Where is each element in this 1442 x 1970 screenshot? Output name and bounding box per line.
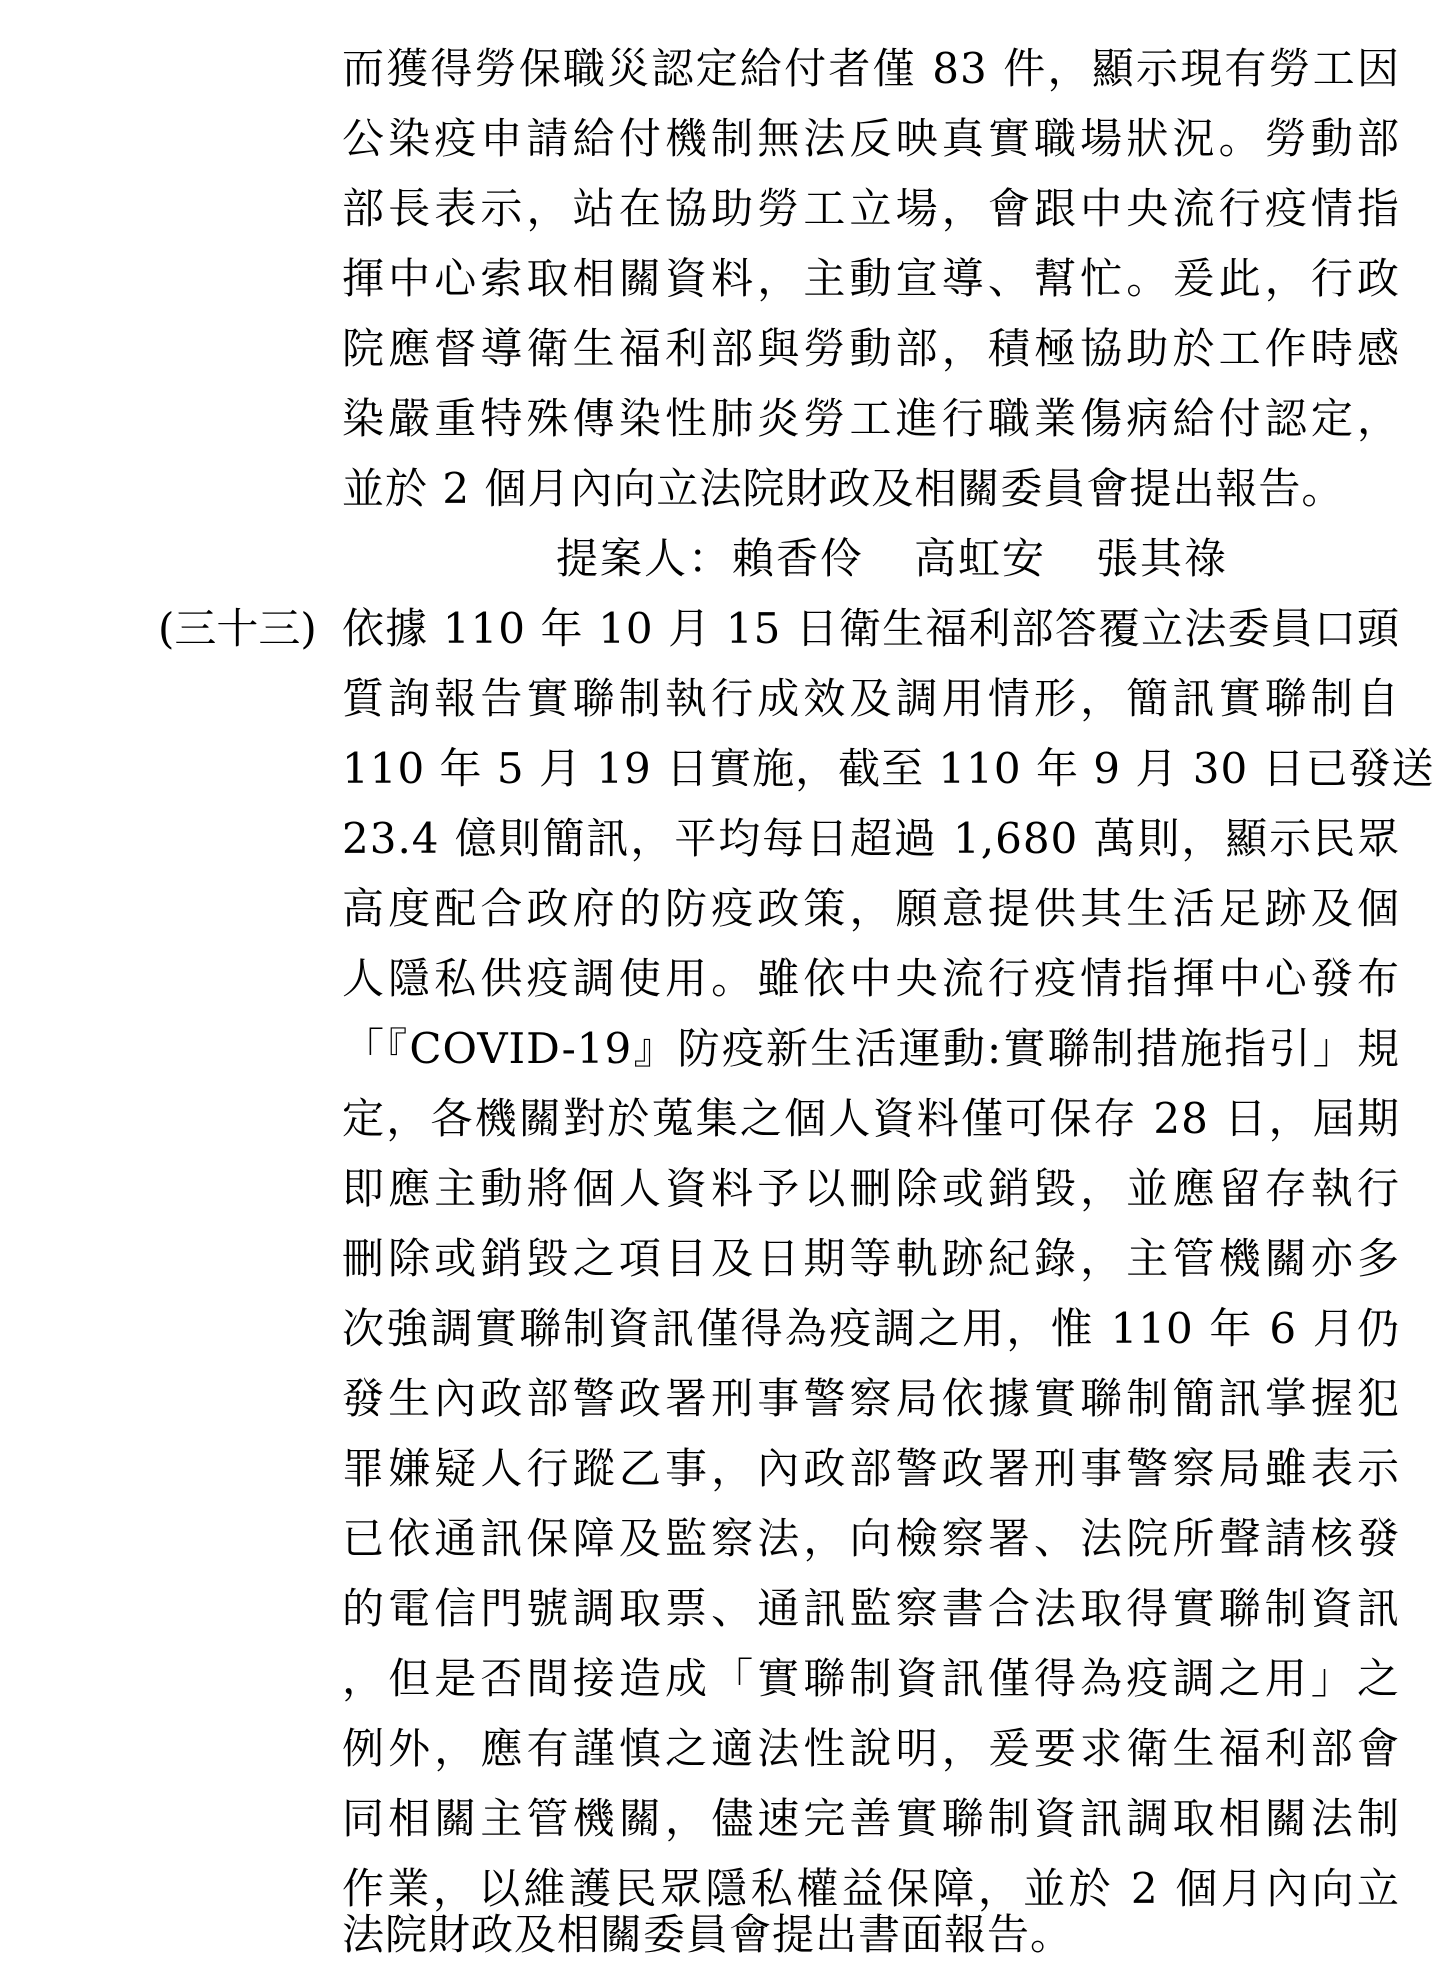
item-line: 作業，以維護民眾隱私權益保障，並於 2 個月內向立 <box>342 1864 1400 1913</box>
paragraph-line: 部長表示，站在協助勞工立場，會跟中央流行疫情指 <box>342 184 1400 233</box>
item-line: 法院財政及相關委員會提出書面報告。 <box>342 1910 1074 1959</box>
item-line: 高度配合政府的防疫政策，願意提供其生活足跡及個 <box>342 884 1400 933</box>
item-line: 次強調實聯制資訊僅得為疫調之用，惟 110 年 6 月仍 <box>342 1304 1400 1353</box>
item-line: 罪嫌疑人行蹤乙事，內政部警政署刑事警察局雖表示 <box>342 1444 1400 1493</box>
item-line: 同相關主管機關，儘速完善實聯制資訊調取相關法制 <box>342 1794 1400 1843</box>
item-line: 「『COVID-19』防疫新生活運動:實聯制措施指引」規 <box>342 1024 1400 1073</box>
proposer-name: 賴香伶 <box>732 534 865 583</box>
proposer-name: 高虹安 <box>914 534 1047 583</box>
paragraph-line: 而獲得勞保職災認定給付者僅 83 件，顯示現有勞工因 <box>342 44 1400 93</box>
item-line: 110 年 5 月 19 日實施，截至 110 年 9 月 30 日已發送 <box>342 744 1435 793</box>
item-line: 質詢報告實聯制執行成效及調用情形，簡訊實聯制自 <box>342 674 1400 723</box>
item-line: 的電信門號調取票、通訊監察書合法取得實聯制資訊 <box>342 1584 1400 1633</box>
item-line: 依據 110 年 10 月 15 日衛生福利部答覆立法委員口頭 <box>342 604 1400 653</box>
item-line: 即應主動將個人資料予以刪除或銷毀，並應留存執行 <box>342 1164 1400 1213</box>
paragraph-line: 公染疫申請給付機制無法反映真實職場狀況。勞動部 <box>342 114 1400 163</box>
proposer-name: 張其祿 <box>1096 534 1229 583</box>
item-line: 例外，應有謹慎之適法性說明，爰要求衛生福利部會 <box>342 1724 1400 1773</box>
item-line: 已依通訊保障及監察法，向檢察署、法院所聲請核發 <box>342 1514 1400 1563</box>
paragraph-line: 院應督導衛生福利部與勞動部，積極協助於工作時感 <box>342 324 1400 373</box>
paragraph-line: 揮中心索取相關資料，主動宣導、幫忙。爰此，行政 <box>342 254 1400 303</box>
paragraph-line: 並於 2 個月內向立法院財政及相關委員會提出報告。 <box>342 464 1345 513</box>
item-line: 定，各機關對於蒐集之個人資料僅可保存 28 日，屆期 <box>342 1094 1400 1143</box>
item-number: (三十三) <box>158 604 317 653</box>
item-line: 刪除或銷毀之項目及日期等軌跡紀錄，主管機關亦多 <box>342 1234 1400 1283</box>
item-line: 23.4 億則簡訊，平均每日超過 1,680 萬則，顯示民眾 <box>342 814 1400 863</box>
item-line: ，但是否間接造成「實聯制資訊僅得為疫調之用」之 <box>342 1654 1400 1703</box>
proposer-line <box>556 524 1242 594</box>
paragraph-line: 染嚴重特殊傳染性肺炎勞工進行職業傷病給付認定， <box>342 394 1400 443</box>
proposer-label: 提案人： <box>556 534 733 583</box>
item-line: 發生內政部警政署刑事警察局依據實聯制簡訊掌握犯 <box>342 1374 1400 1423</box>
item-line: 人隱私供疫調使用。雖依中央流行疫情指揮中心發布 <box>342 954 1400 1003</box>
